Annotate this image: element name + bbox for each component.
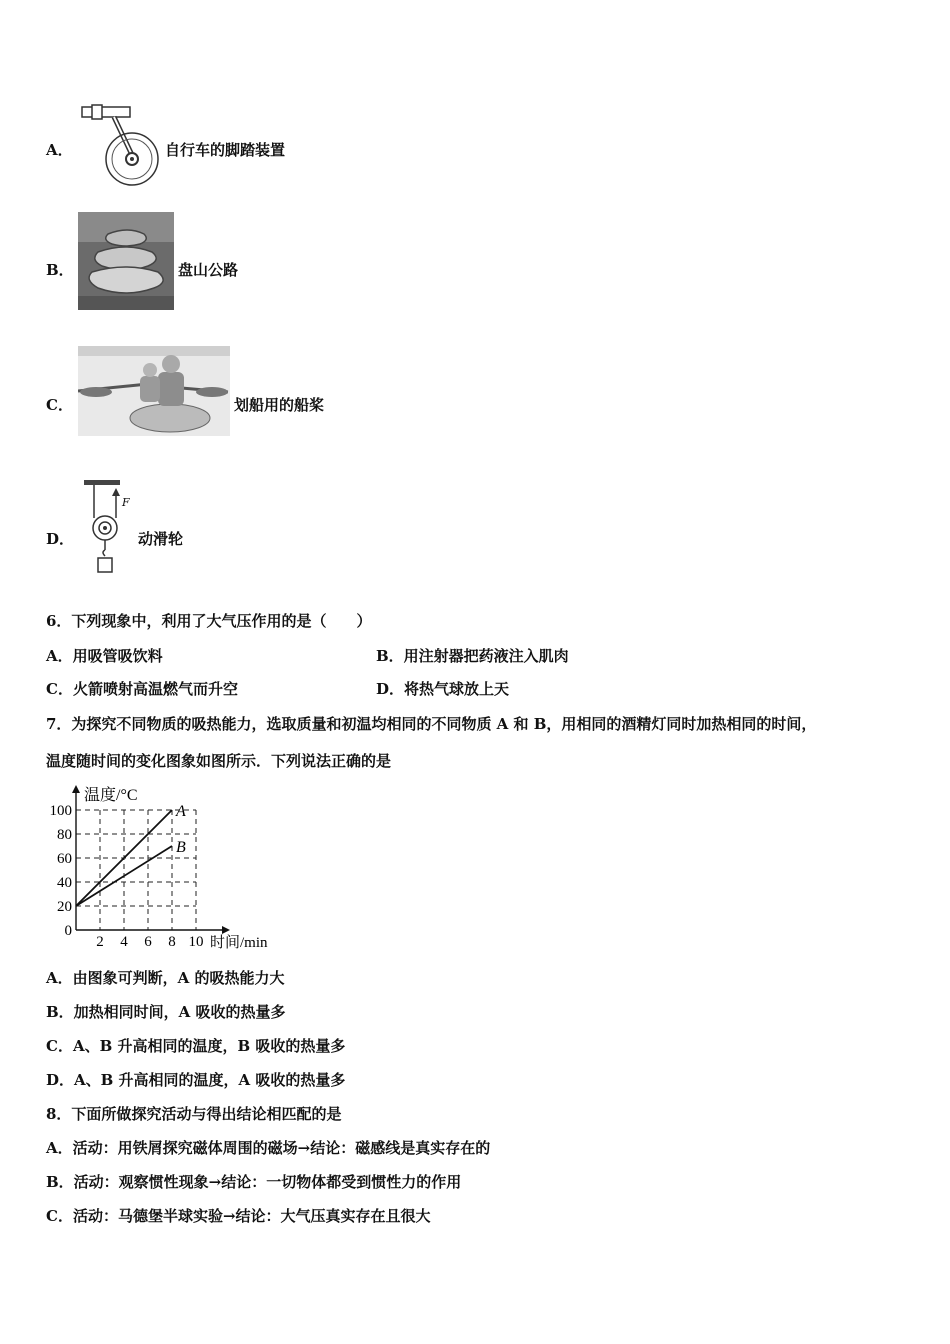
q6-option-d: D．将热气球放上天 [376, 680, 510, 698]
q7-option-b: B．加热相同时间，A 吸收的热量多 [46, 1003, 286, 1021]
y-tick-label: 100 [49, 803, 72, 819]
series-label-A: A [176, 803, 186, 820]
series-label-B: B [176, 839, 186, 856]
q8-option-c: C．活动：马德堡半球实验→结论：大气压真实存在且很大 [46, 1207, 431, 1225]
q6-option-c: C．火箭喷射高温燃气而升空 [46, 680, 238, 698]
y-tick-label: 40 [57, 875, 72, 891]
q5-option-d-text: 动滑轮 [138, 530, 184, 548]
y-tick-label: 60 [57, 851, 72, 867]
y-tick-label: 20 [57, 899, 72, 915]
y-axis-arrow [72, 785, 80, 793]
x-axis-arrow [222, 926, 230, 934]
pulley-force-label: F [122, 496, 130, 509]
rowing-boat-photo [78, 346, 230, 436]
y-tick-label: 80 [57, 827, 72, 843]
bicycle-pedal-figure [76, 103, 162, 187]
mountain-road-photo [78, 212, 174, 310]
q5-option-a-text: 自行车的脚踏装置 [165, 141, 286, 159]
q6-option-b: B．用注射器把药液注入肌肉 [376, 647, 569, 665]
movable-pulley-figure [80, 478, 136, 578]
q8-option-b: B．活动：观察惯性现象→结论：一切物体都受到惯性力的作用 [46, 1173, 462, 1191]
q7-stem-line2: 温度随时间的变化图象如图所示．下列说法正确的是 [46, 752, 392, 770]
q7-stem-line1: 7．为探究不同物质的吸热能力，选取质量和初温均相同的不同物质 A 和 B，用相同的酒精灯同时加热相同的时间， [46, 715, 817, 733]
q6-option-a: A．用吸管吸饮料 [46, 647, 163, 665]
temperature-time-chart [40, 785, 290, 955]
q7-option-c: C．A、B 升高相同的温度，B 吸收的热量多 [46, 1037, 346, 1055]
x-tick-label: 4 [120, 934, 128, 950]
x-axis-label: 时间/min [210, 935, 268, 951]
x-tick-label: 2 [96, 934, 104, 950]
x-tick-label: 6 [144, 934, 152, 950]
q5-option-d-label: D． [46, 530, 75, 548]
y-axis-label: 温度/°C [84, 787, 138, 804]
q7-option-d: D．A、B 升高相同的温度，A 吸收的热量多 [46, 1071, 346, 1089]
q7-option-a: A．由图象可判断，A 的吸热能力大 [46, 969, 285, 987]
q5-option-c-text: 划船用的船桨 [234, 396, 325, 414]
y-tick-label: 0 [64, 923, 72, 939]
q5-option-b-text: 盘山公路 [178, 261, 239, 279]
chart-grid [76, 810, 196, 930]
q8-option-a: A．活动：用铁屑探究磁体周围的磁场→结论：磁感线是真实存在的 [46, 1139, 491, 1157]
q5-option-b-label: B． [46, 261, 74, 279]
q6-stem: 6．下列现象中，利用了大气压作用的是（ ） [46, 612, 372, 630]
q8-stem: 8．下面所做探究活动与得出结论相匹配的是 [46, 1105, 342, 1123]
q5-option-a-label: A． [46, 141, 73, 159]
x-tick-label: 8 [168, 934, 176, 950]
q5-option-c-label: C． [46, 396, 73, 414]
x-tick-label: 10 [188, 934, 204, 950]
